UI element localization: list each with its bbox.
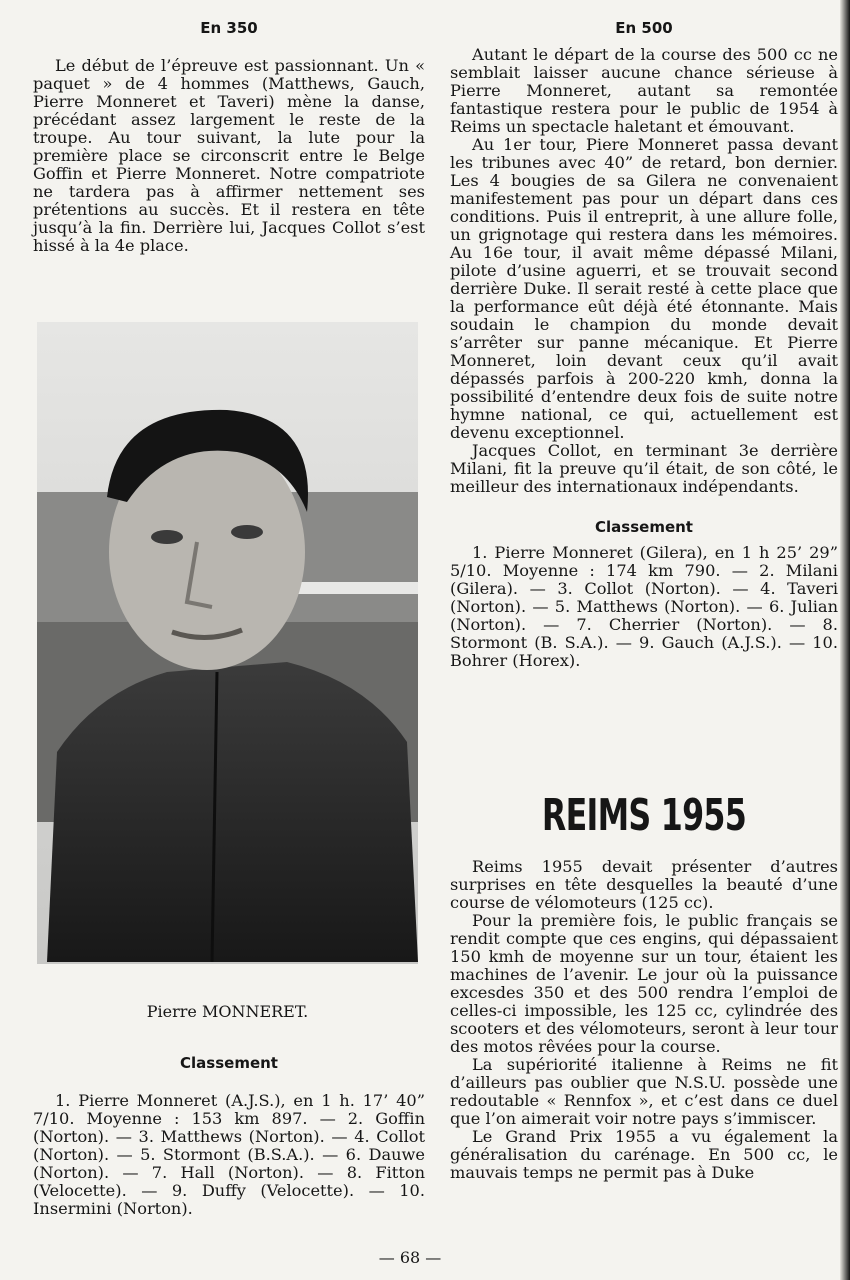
- left-column: [33, 0, 425, 255]
- paragraph: Le début de l’épreuve est passionnant. Un « paquet » de 4 hommes (Matthews, Gauch, Pierre Monneret et Taveri) mène la danse, précédant assez largement le reste de la troupe. Au tour suivant, la lute pour la première place se circonscrit entre le Belge Goffin et Pierre Monneret. Notre compatriote ne tardera pas à affirmer nettement ses prétentions au succès. Et il restera en tête jusqu’à la fin. Derrière lui, Jacques Collot s’est hissé à la 4e place.: [33, 56, 425, 255]
- portrait-image: [37, 322, 418, 964]
- portrait-photo: [37, 322, 418, 964]
- classement-body-350: [33, 1092, 425, 1218]
- page-number: — 68 —: [378, 1248, 442, 1267]
- article-body-500: [450, 46, 838, 496]
- paragraph: Au 1er tour, Piere Monneret passa devant les tribunes avec 40” de retard, bon dernier. Les 4 bougies de sa Gilera ne convenaient manifestement pas pour un départ dans ces conditions. Puis il entreprit, à une allure folle, un grignotage qui restera dans les mémoires. Au 16e tour, il avait même dépassé Milani, pilote d’usine aguerri, et se trouvait second derrière Duke. Il serait resté à cette place que la performance eût déjà été étonnante. Mais soudain le champion du monde devait s’arrêter sur panne mécanique. Et Pierre Monneret, loin devant ceux qu’il avait dépassés parfois à 200-220 kmh, donna la possibilité d’entendre deux fois de suite notre hymne national, ce qui, actuellement est devenu exceptionnel.: [450, 135, 838, 442]
- classement-text: 1. Pierre Monneret (Gilera), en 1 h 25’ 29” 5/10. Moyenne : 174 km 790. — 2. Milani (Gilera). — 3. Collot (Norton). — 4. Taveri (Norton). — 5. Matthews (Norton). — 6. Julian (Norton). — 7. Cherrier (Norton). — 8. Stormont (B. S.A.). — 9. Gauch (A.J.S.). — 10. Bohrer (Horex).: [450, 543, 838, 670]
- reims-1955-body: [450, 858, 838, 1182]
- classement-heading-500: Classement: [595, 518, 693, 536]
- section-heading-350: En 350: [200, 19, 258, 37]
- paragraph: Pour la première fois, le public français se rendit compte que ces engins, qui dépassaient 150 kmh de moyenne sur un tour, étaient les machines de l’avenir. Le jour où la puissance excesdes 350 et des 500 rendra l’emploi de celles-ci impossible, les 125 cc, cylindrée des scooters et des vélomoteurs, seront à leur tour des motos rêvées pour la course.: [450, 911, 838, 1056]
- left-classement: [33, 1054, 425, 1218]
- classement-body-500: [450, 544, 838, 670]
- paragraph: Reims 1955 devait présenter d’autres surprises en tête desquelles la beauté d’une course de vélomoteurs (125 cc).: [450, 857, 838, 912]
- right-column: [450, 0, 838, 670]
- paragraph: Jacques Collot, en terminant 3e derrière Milani, fit la preuve qu’il était, de son côté, le meilleur des internationaux indépendants.: [450, 441, 838, 496]
- reims-1955-article: [450, 858, 838, 1182]
- section-heading-500: En 500: [615, 19, 673, 37]
- page-edge-shadow: [840, 0, 850, 1280]
- reims-1955-title: REIMS 1955: [541, 790, 747, 841]
- classement-heading-350: Classement: [180, 1054, 278, 1072]
- paragraph: Le Grand Prix 1955 a vu également la généralisation du carénage. En 500 cc, le mauvais temps ne permit pas à Duke: [450, 1127, 838, 1182]
- article-body-350: [33, 57, 425, 255]
- photo-caption: Pierre MONNERET.: [146, 1002, 309, 1021]
- paragraph: La supériorité italienne à Reims ne fit d’ailleurs pas oublier que N.S.U. possède une redoutable « Rennfox », et c’est dans ce duel que l’on aimerait voir notre pays s’immiscer.: [450, 1055, 838, 1128]
- paragraph: Autant le départ de la course des 500 cc ne semblait laisser aucune chance sérieuse à Pierre Monneret, autant sa remontée fantastique restera pour le public de 1954 à Reims un spectacle haletant et émouvant.: [450, 45, 838, 136]
- classement-text: 1. Pierre Monneret (A.J.S.), en 1 h. 17’ 40” 7/10. Moyenne : 153 km 897. — 2. Goffin (Norton). — 3. Matthews (Norton). — 4. Collot (Norton). — 5. Stormont (B.S.A.). — 6. Dauwe (Norton). — 7. Hall (Norton). — 8. Fitton (Velocette). — 9. Duffy (Velocette). — 10. Insermini (Norton).: [33, 1091, 425, 1218]
